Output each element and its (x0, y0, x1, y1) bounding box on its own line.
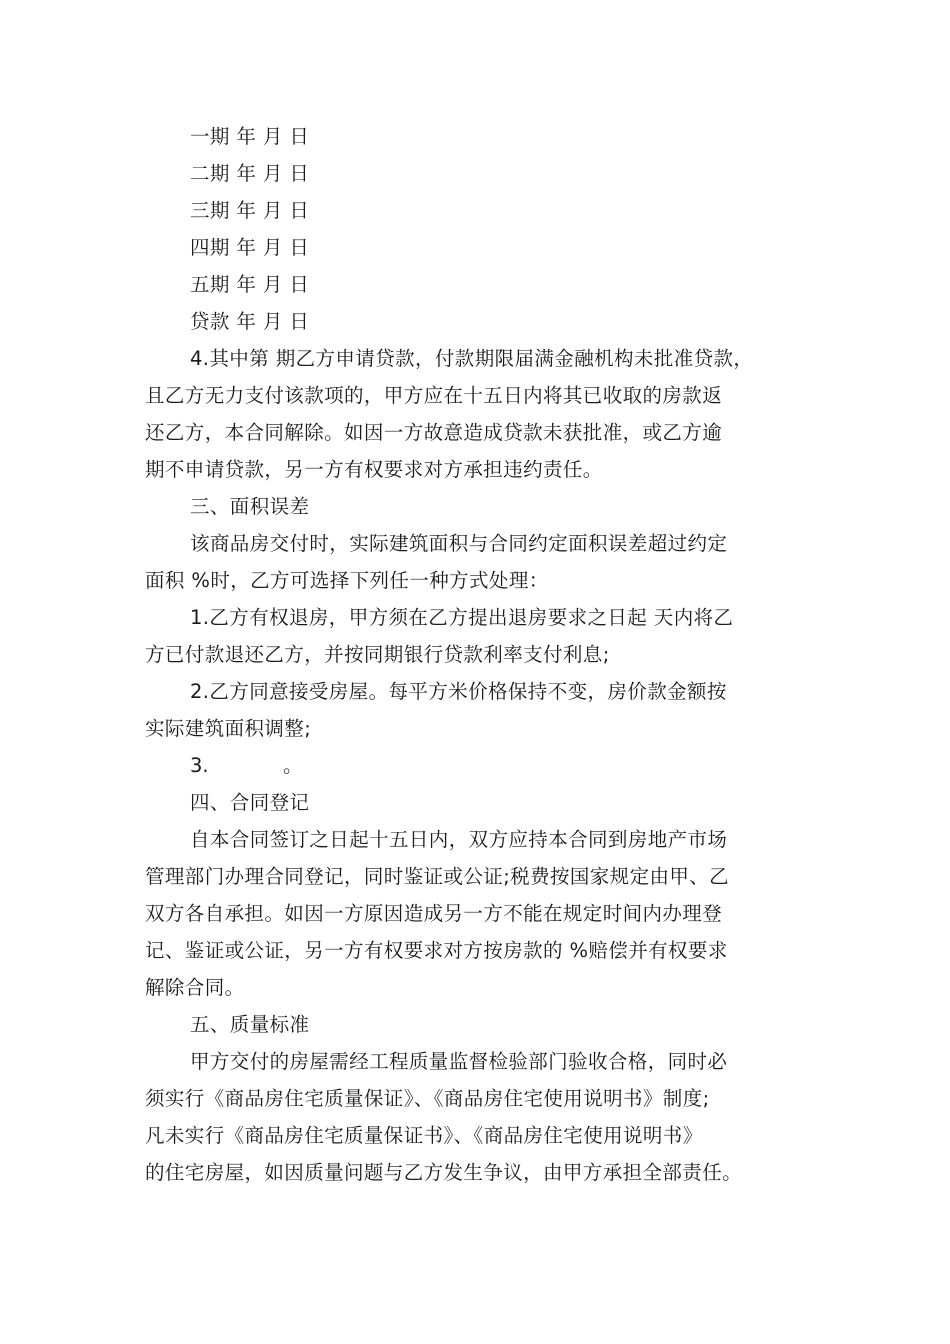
paragraph-line: 2.乙方同意接受房屋。每平方米价格保持不变，房价款金额按 (190, 680, 727, 703)
payment-schedule-line: 五期 年 月 日 (190, 273, 310, 296)
payment-schedule-line: 二期 年 月 日 (190, 162, 310, 185)
paragraph-line: 自本合同签订之日起十五日内，双方应持本合同到房地产市场 (190, 828, 728, 851)
paragraph-line: 还乙方，本合同解除。如因一方故意造成贷款未获批准，或乙方逾 (145, 421, 723, 444)
section-heading: 四、合同登记 (190, 791, 310, 814)
section-heading: 三、面积误差 (190, 495, 310, 518)
paragraph-line: 实际建筑面积调整; (145, 717, 312, 740)
paragraph-line: 的住宅房屋，如因质量问题与乙方发生争议，由甲方承担全部责任。 (145, 1161, 743, 1184)
paragraph-line: 1.乙方有权退房，甲方须在乙方提出退房要求之日起 天内将乙 (190, 606, 734, 629)
document-body (145, 118, 810, 1191)
paragraph-line: 甲方交付的房屋需经工程质量监督检验部门验收合格，同时必 (190, 1050, 728, 1073)
paragraph-line: 3. 。 (190, 754, 303, 777)
payment-schedule-line: 一期 年 月 日 (190, 125, 310, 148)
payment-schedule-line: 贷款 年 月 日 (190, 310, 310, 333)
paragraph-line: 解除合同。 (145, 976, 245, 999)
paragraph-line: 双方各自承担。如因一方原因造成另一方不能在规定时间内办理登 (145, 902, 723, 925)
paragraph-line: 凡未实行《商品房住宅质量保证书》、《商品房住宅使用说明书》 (145, 1124, 703, 1147)
paragraph-line: 须实行《商品房住宅质量保证》、《商品房住宅使用说明书》制度; (145, 1087, 710, 1110)
paragraph-line: 管理部门办理合同登记，同时鉴证或公证;税费按国家规定由甲、乙 (145, 865, 730, 888)
paragraph-line: 且乙方无力支付该款项的，甲方应在十五日内将其已收取的房款返 (145, 384, 723, 407)
paragraph-line: 方已付款退还乙方，并按同期银行贷款利率支付利息; (145, 643, 610, 666)
payment-schedule-line: 三期 年 月 日 (190, 199, 310, 222)
payment-schedule-line: 四期 年 月 日 (190, 236, 310, 259)
paragraph-line: 期不申请贷款，另一方有权要求对方承担违约责任。 (145, 458, 603, 481)
paragraph-line: 4.其中第 期乙方申请贷款，付款期限届满金融机构未批准贷款， (190, 347, 754, 370)
section-heading: 五、质量标准 (190, 1013, 310, 1036)
paragraph-line: 面积 %时，乙方可选择下列任一种方式处理： (145, 569, 549, 592)
paragraph-line: 记、鉴证或公证，另一方有权要求对方按房款的 %赔偿并有权要求 (145, 939, 728, 962)
paragraph-line: 该商品房交付时，实际建筑面积与合同约定面积误差超过约定 (190, 532, 728, 555)
